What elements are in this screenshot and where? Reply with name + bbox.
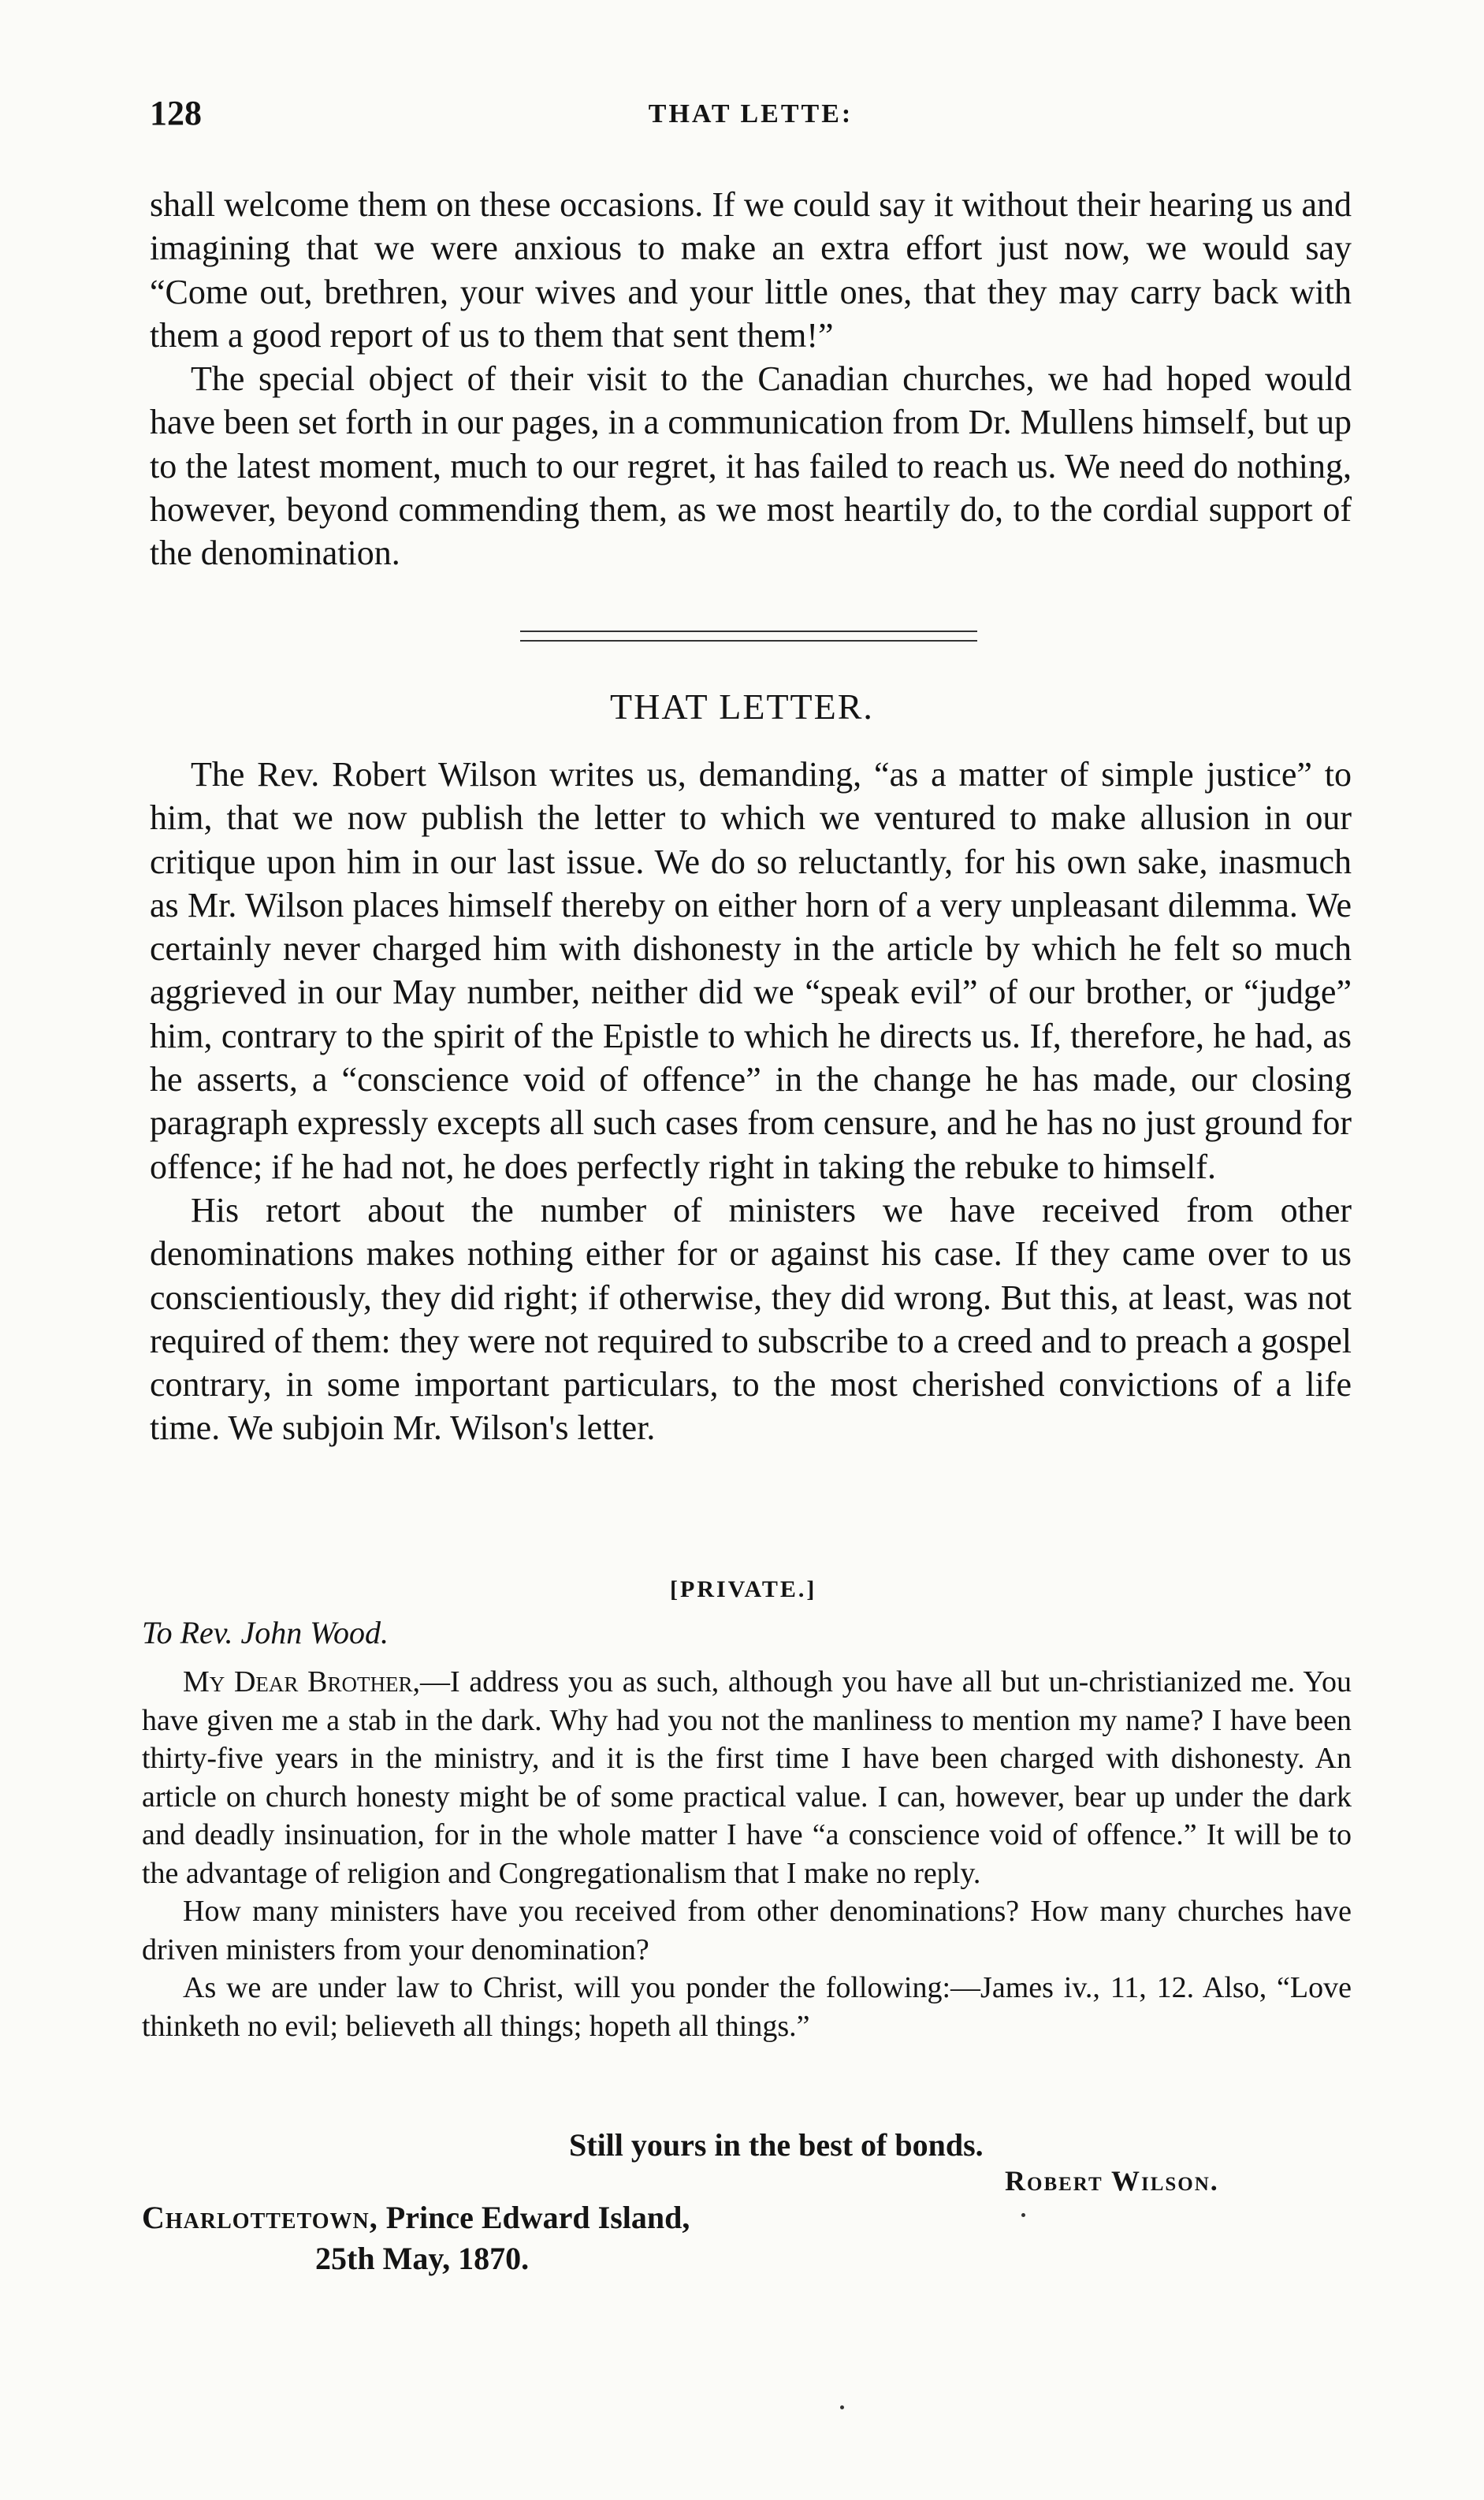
letter-closing: Still yours in the best of bonds. (569, 2127, 984, 2163)
letter-paragraph-2: How many ministers have you received from other denominations? How many churches have driven ministers from your denomination? (142, 1895, 1352, 1966)
article-body (150, 753, 1352, 1450)
article-paragraph-1: The Rev. Robert Wilson writes us, demanding, “as a matter of simple justice” to him, that we now publish the letter to which we ventured to make allusion in our critique upon him in our last issue. We do so reluctantly, for his own sake, inasmuch as Mr. Wilson places himself thereby on either horn of a very unpleasant dilemma. We certainly never charged him with dishonesty in the article by which he felt so much aggrieved in our May number, neither did we “speak evil” of our brother, or “judge” him, contrary to the spirit of the Epistle to which he directs us. If, therefore, he had, as he asserts, a “conscience void of offence” in the change he has made, our closing paragraph expressly excepts all such cases from censure, and he has no just ground for offence; if he had not, he does perfectly right in taking the rebuke to himself. (150, 755, 1352, 1186)
letter-place (142, 2199, 690, 2236)
letter-salutation: My Dear Brother, (183, 1665, 420, 1698)
place-rest: Prince Edward Island, (378, 2200, 690, 2235)
letter-paragraph-1-text: —I address you as such, although you have all but un-christianized me. You have given me a stab in the dark. Why had you not the manliness to mention my name? I have been thirty-five years in the ministry, and it is the first time I have been charged with dishonesty. An article on church honesty might be of some practical value. I can, however, bear up under the dark and deadly insinuation, for in the whole matter I have “a conscience void of offence.” It will be to the advantage of religion and Congregationalism that I make no reply. (142, 1665, 1352, 1890)
letter-paragraph-3: As we are under law to Christ, will you ponder the following:—James iv., 11, 12. Also, “Love thinketh no evil; believeth all things; hopeth all things.” (142, 1971, 1352, 2043)
place-name: Charlottetown, (142, 2200, 378, 2235)
intro-section (150, 183, 1352, 575)
page-number: 128 (150, 94, 202, 132)
letter-addressee: To Rev. John Wood. (142, 1615, 389, 1650)
intro-paragraph-1: shall welcome them on these occasions. If we could say it without their hearing us and imagining that we were anxious to make an extra effort just now, we would say “Come out, brethren, your wives and your little ones, that they may carry back with them a good report of us to them that sent them!” (150, 185, 1352, 355)
print-speck (840, 2405, 844, 2409)
intro-paragraph-2: The special object of their visit to the Canadian churches, we had hoped would have been set forth in our pages, in a communication from Dr. Mullens himself, but up to the latest moment, much to our regret, it has failed to reach us. We need do nothing, however, beyond commending them, as we most heartily do, to the cordial support of the denomination. (150, 359, 1352, 573)
article-paragraph-2: His retort about the number of ministers we have received from other denominations makes nothing either for or against his case. If they came over to us conscientiously, they did right; if otherwise, they did wrong. But this, at least, was not required of them: they were not required to subscribe to a creed and to preach a gospel contrary, in some important particulars, to the most cherished convictions of a life time. We subjoin Mr. Wilson's letter. (150, 1190, 1352, 1448)
section-divider-top (520, 631, 977, 632)
letter-body (142, 1663, 1352, 2045)
letter-date: 25th May, 1870. (315, 2241, 530, 2276)
page-header (150, 93, 1352, 148)
print-speck (1021, 2213, 1025, 2217)
article-title: THAT LETTER. (610, 686, 874, 727)
letter-paragraph-1 (142, 1663, 1352, 1892)
section-divider-bottom (520, 640, 977, 642)
letter-signature: Robert Wilson. (1005, 2165, 1219, 2197)
running-title: THAT LETTE: (648, 99, 854, 128)
private-label: [PRIVATE.] (670, 1576, 817, 1602)
